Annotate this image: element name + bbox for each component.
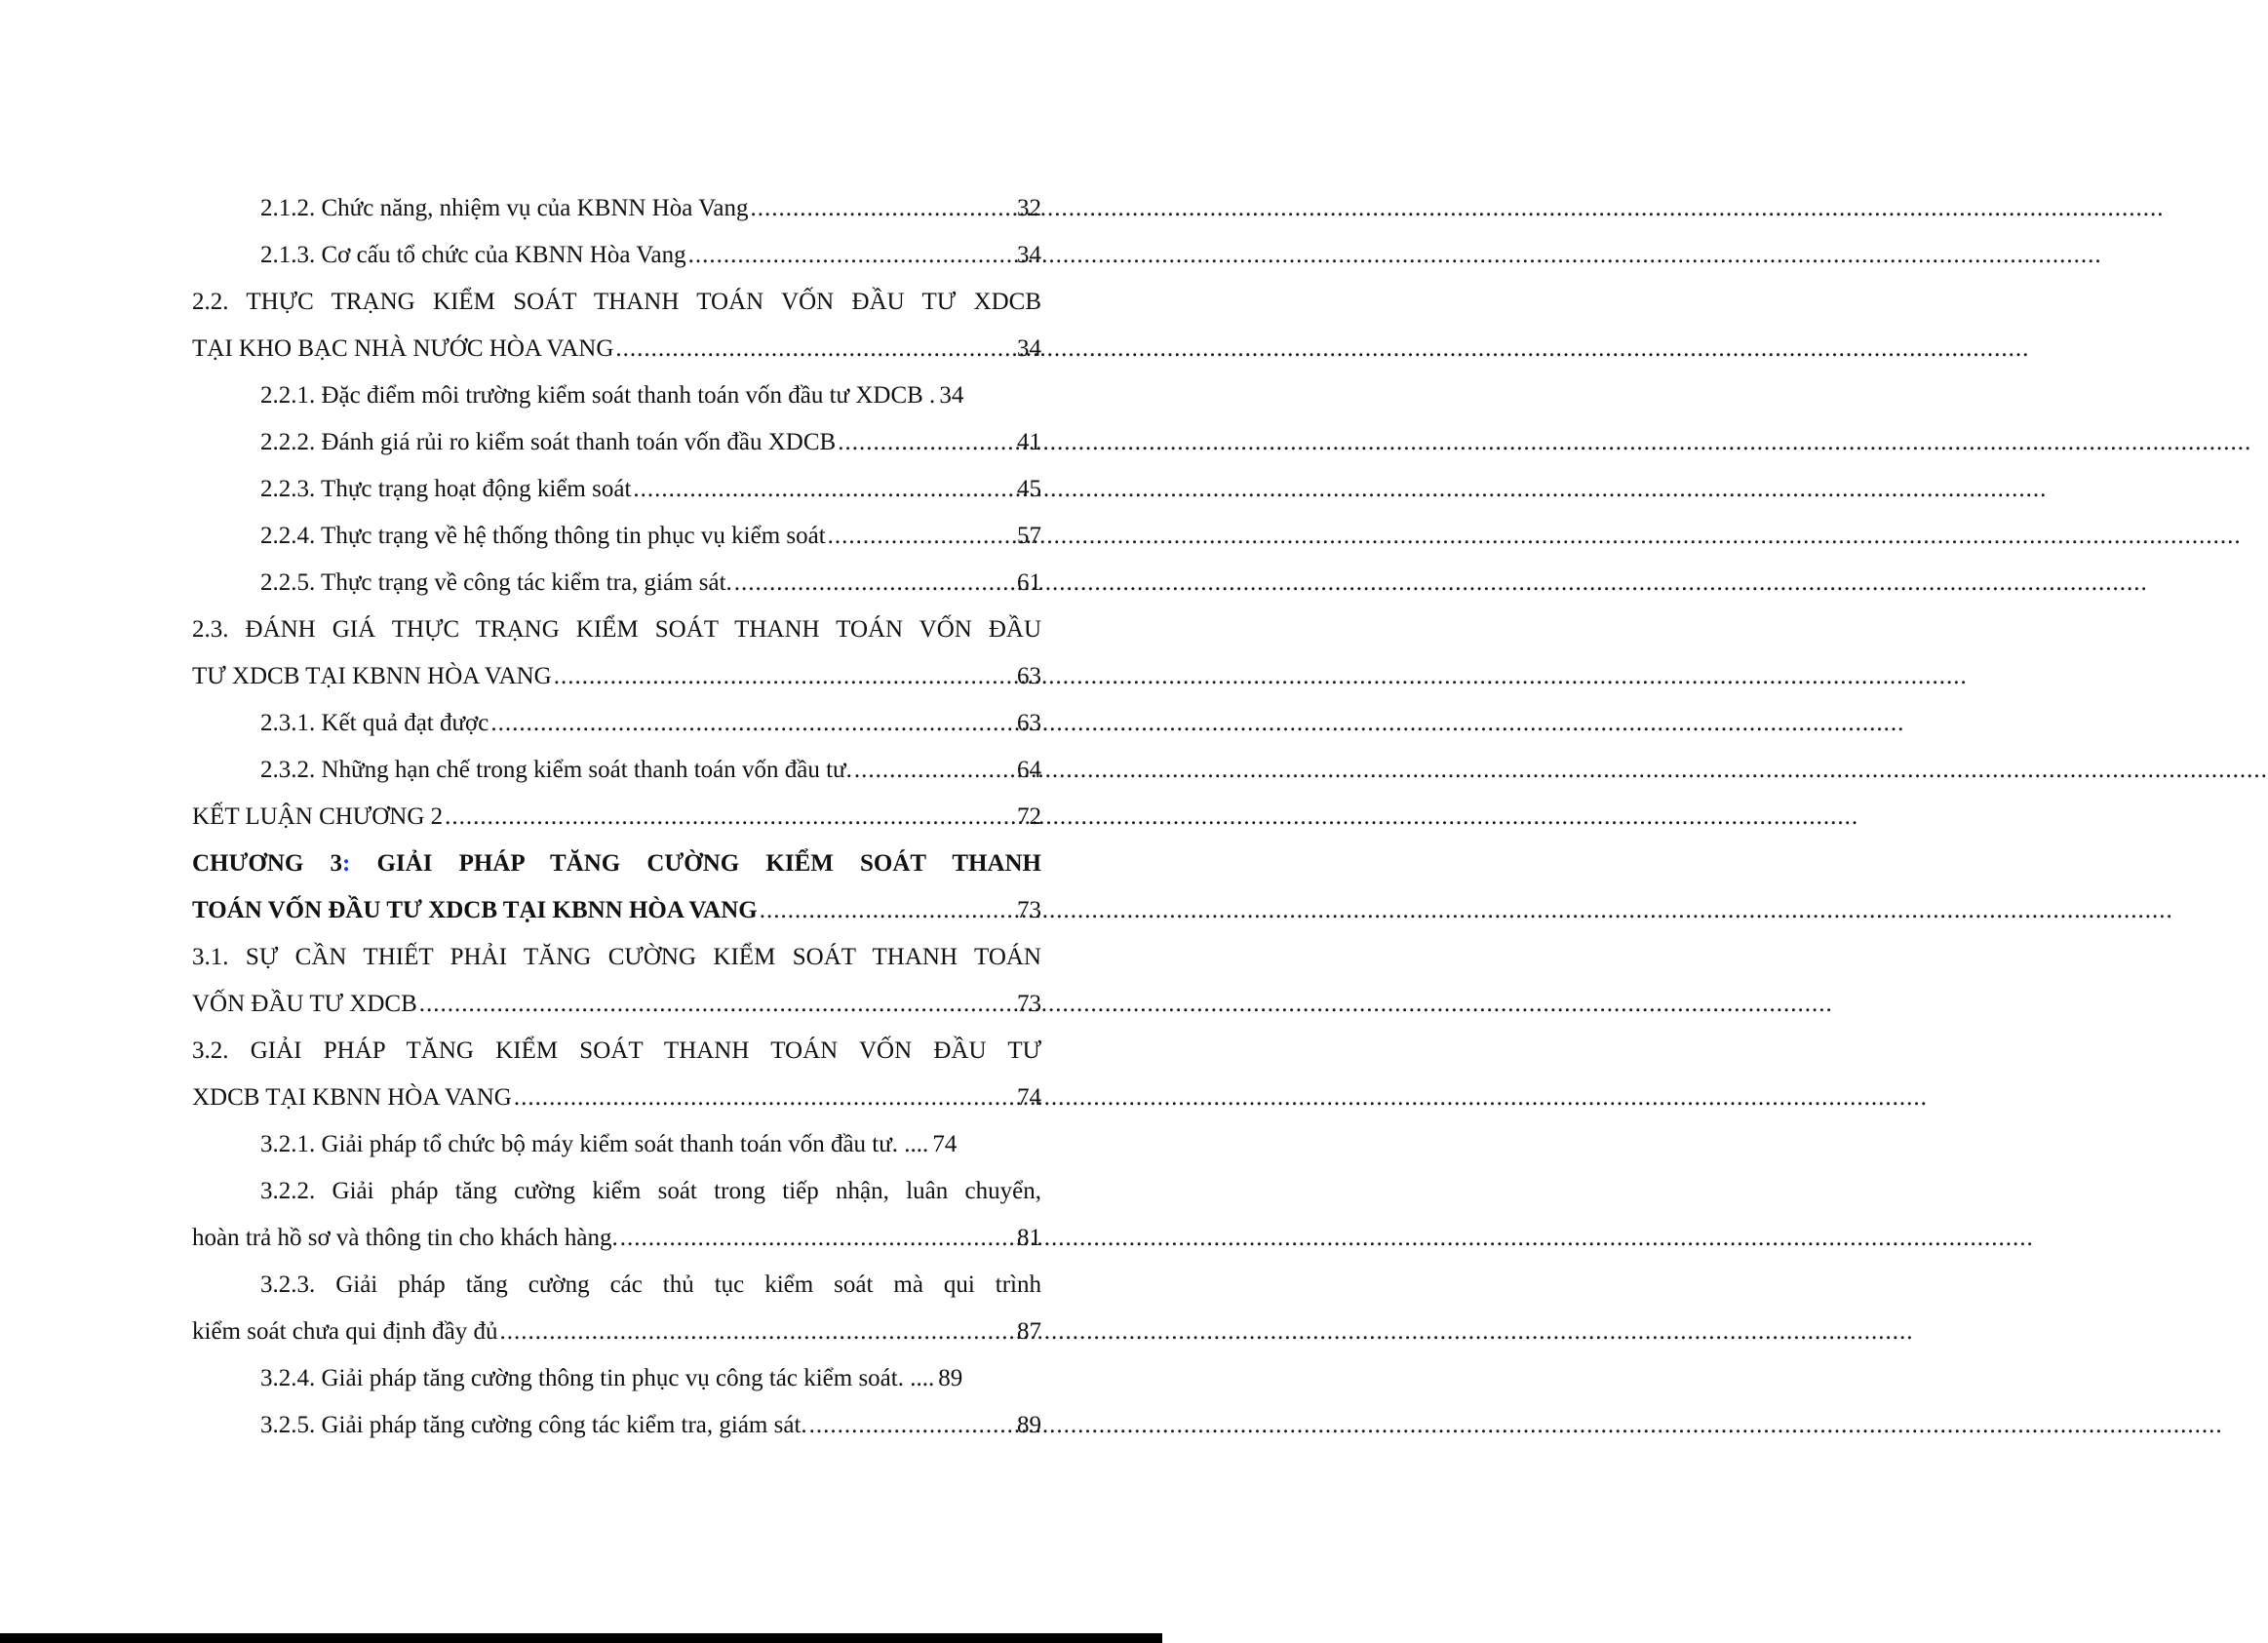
toc-entry-3-2-2-line2 — [192, 1215, 1041, 1262]
leader-dots — [760, 887, 1015, 934]
toc-entry-text: hoàn trả hồ sơ và thông tin cho khách hàng. — [192, 1225, 618, 1251]
toc-entry-text: 3.2.1. Giải pháp tổ chức bộ máy kiểm soát thanh toán vốn đầu tư. .... — [260, 1131, 929, 1157]
toc-entry-3-2-line2 — [192, 1075, 1041, 1121]
toc-page-number: 34 — [1017, 242, 1041, 268]
leader-dots — [419, 981, 1015, 1028]
toc-page-number: 45 — [1017, 476, 1041, 502]
toc-entry-3-2-3-line1 — [192, 1262, 1041, 1309]
toc-entry-chuong-3-line1 — [192, 841, 1041, 887]
toc-entry-text: 2.2.5. Thực trạng về công tác kiểm tra, giám sát. — [260, 569, 732, 596]
toc-page-number: 63 — [1017, 710, 1041, 736]
toc-entry-3-2-4 — [192, 1355, 1041, 1402]
toc-page-number: 81 — [1017, 1225, 1041, 1251]
leader-dots — [514, 1075, 1015, 1121]
toc-entry-2-3-2 — [192, 747, 1041, 794]
leader-dots — [734, 560, 1015, 606]
leader-dots — [688, 232, 1015, 279]
toc-entry-text: TẠI KHO BẠC NHÀ NƯỚC HÒA VANG — [192, 335, 614, 362]
toc-entry-2-2-5 — [192, 560, 1041, 606]
toc-entry-chuong-3-line2 — [192, 887, 1041, 934]
toc-entry-text: 3.2.2. Giải pháp tăng cường kiểm soát trong tiếp nhận, luân chuyển, — [260, 1178, 1041, 1204]
toc-entry-3-2-3-line2 — [192, 1309, 1041, 1355]
toc-entry-text — [192, 841, 1041, 887]
toc-entry-2-2-4 — [192, 513, 1041, 560]
toc-entry-2-2-2 — [192, 419, 1041, 466]
chapter-colon: : — [342, 850, 351, 877]
toc-entry-3-2-2-line1 — [192, 1168, 1041, 1215]
toc-page-number: 34 — [939, 382, 964, 409]
toc-entry-text: 2.3. ĐÁNH GIÁ THỰC TRẠNG KIỂM SOÁT THANH TOÁN VỐN ĐẦU — [192, 616, 1041, 643]
toc-entry-2-2-line2 — [192, 326, 1041, 372]
toc-page-number: 61 — [1017, 569, 1041, 596]
toc-entry-text: kiểm soát chưa qui định đầy đủ — [192, 1318, 498, 1345]
toc-entry-text: 2.3.2. Những hạn chế trong kiểm soát thanh toán vốn đầu tư. — [260, 757, 852, 783]
leader-dots — [620, 1215, 1015, 1262]
toc-entry-2-1-2 — [192, 185, 1041, 232]
toc-entry-text: 2.2.2. Đánh giá rủi ro kiểm soát thanh toán vốn đầu XDCB — [260, 429, 837, 455]
leader-dots — [838, 419, 1015, 466]
toc-page-number: 87 — [1017, 1318, 1041, 1345]
toc-page-number: 89 — [1017, 1412, 1041, 1438]
toc-page-number: 57 — [1017, 523, 1041, 549]
toc-page-number: 41 — [1017, 429, 1041, 455]
toc-page-number: 74 — [932, 1131, 958, 1157]
leader-dots — [445, 794, 1015, 841]
toc-page-number: 63 — [1017, 663, 1041, 689]
leader-dots — [809, 1402, 1015, 1449]
toc-entry-text: 3.2.4. Giải pháp tăng cường thông tin phục vụ công tác kiểm soát. .... — [260, 1365, 935, 1391]
toc-entry-3-1-line2 — [192, 981, 1041, 1028]
toc-page-number: 89 — [938, 1365, 963, 1391]
toc-page-number: 74 — [1017, 1084, 1041, 1111]
toc-entry-ket-luan-chuong-2 — [192, 794, 1041, 841]
leader-dots — [751, 185, 1015, 232]
toc-entry-3-2-line1 — [192, 1028, 1041, 1075]
toc-page-number: 32 — [1017, 195, 1041, 221]
leader-dots — [554, 653, 1015, 700]
toc-entry-text: 2.3.1. Kết quả đạt được — [260, 710, 489, 736]
toc-entry-2-3-1 — [192, 700, 1041, 747]
chapter-title-part: GIẢI PHÁP TĂNG CƯỜNG KIỂM SOÁT THANH — [350, 850, 1041, 877]
toc-entry-text: 2.1.2. Chức năng, nhiệm vụ của KBNN Hòa Vang — [260, 195, 749, 221]
toc-entry-2-3-line2 — [192, 653, 1041, 700]
toc-entry-3-1-line1 — [192, 934, 1041, 981]
page-bottom-edge — [0, 1633, 1162, 1643]
toc-entry-2-2-line1 — [192, 279, 1041, 326]
toc-entry-text: 2.2. THỰC TRẠNG KIỂM SOÁT THANH TOÁN VỐN ĐẦU TƯ XDCB — [192, 289, 1041, 315]
toc-entry-2-2-1 — [192, 372, 1041, 419]
leader-dots — [500, 1309, 1016, 1355]
toc-page-number: 34 — [1017, 335, 1041, 362]
toc-page-number: 72 — [1017, 803, 1041, 830]
toc-entry-text: 3.2.5. Giải pháp tăng cường công tác kiểm tra, giám sát. — [260, 1412, 807, 1438]
toc-entry-2-3-line1 — [192, 606, 1041, 653]
toc-entry-text: TƯ XDCB TẠI KBNN HÒA VANG — [192, 663, 552, 689]
toc-entry-2-1-3 — [192, 232, 1041, 279]
leader-dots — [854, 747, 1015, 794]
toc-entry-3-2-1 — [192, 1121, 1041, 1168]
toc-entry-text: 2.2.3. Thực trạng hoạt động kiểm soát — [260, 476, 632, 502]
toc-entry-text: 3.2. GIẢI PHÁP TĂNG KIỂM SOÁT THANH TOÁN VỐN ĐẦU TƯ — [192, 1037, 1041, 1064]
toc-entry-text: 2.1.3. Cơ cấu tổ chức của KBNN Hòa Vang — [260, 242, 686, 268]
toc-page-number: 73 — [1017, 991, 1041, 1017]
leader-dots — [615, 326, 1015, 372]
toc-entry-text: 2.2.4. Thực trạng về hệ thống thông tin phục vụ kiểm soát — [260, 523, 826, 549]
toc-entry-text: TOÁN VỐN ĐẦU TƯ XDCB TẠI KBNN HÒA VANG — [192, 897, 758, 923]
toc-page-number: 73 — [1017, 897, 1041, 923]
toc-entry-text: VỐN ĐẦU TƯ XDCB — [192, 991, 417, 1017]
table-of-contents — [192, 185, 1041, 1449]
toc-entry-text: XDCB TẠI KBNN HÒA VANG — [192, 1084, 512, 1111]
toc-entry-text: 3.1. SỰ CẦN THIẾT PHẢI TĂNG CƯỜNG KIỂM SOÁT THANH TOÁN — [192, 944, 1041, 970]
toc-entry-2-2-3 — [192, 466, 1041, 513]
toc-entry-text: 2.2.1. Đặc điểm môi trường kiểm soát thanh toán vốn đầu tư XDCB . — [260, 382, 936, 409]
chapter-label: CHƯƠNG 3 — [192, 850, 342, 877]
toc-entry-text: KẾT LUẬN CHƯƠNG 2 — [192, 803, 444, 830]
toc-entry-3-2-5 — [192, 1402, 1041, 1449]
toc-entry-text: 3.2.3. Giải pháp tăng cường các thủ tục kiểm soát mà qui trình — [260, 1271, 1041, 1298]
leader-dots — [490, 700, 1015, 747]
leader-dots — [828, 513, 1015, 560]
leader-dots — [633, 466, 1015, 513]
toc-page-number: 64 — [1017, 757, 1041, 783]
